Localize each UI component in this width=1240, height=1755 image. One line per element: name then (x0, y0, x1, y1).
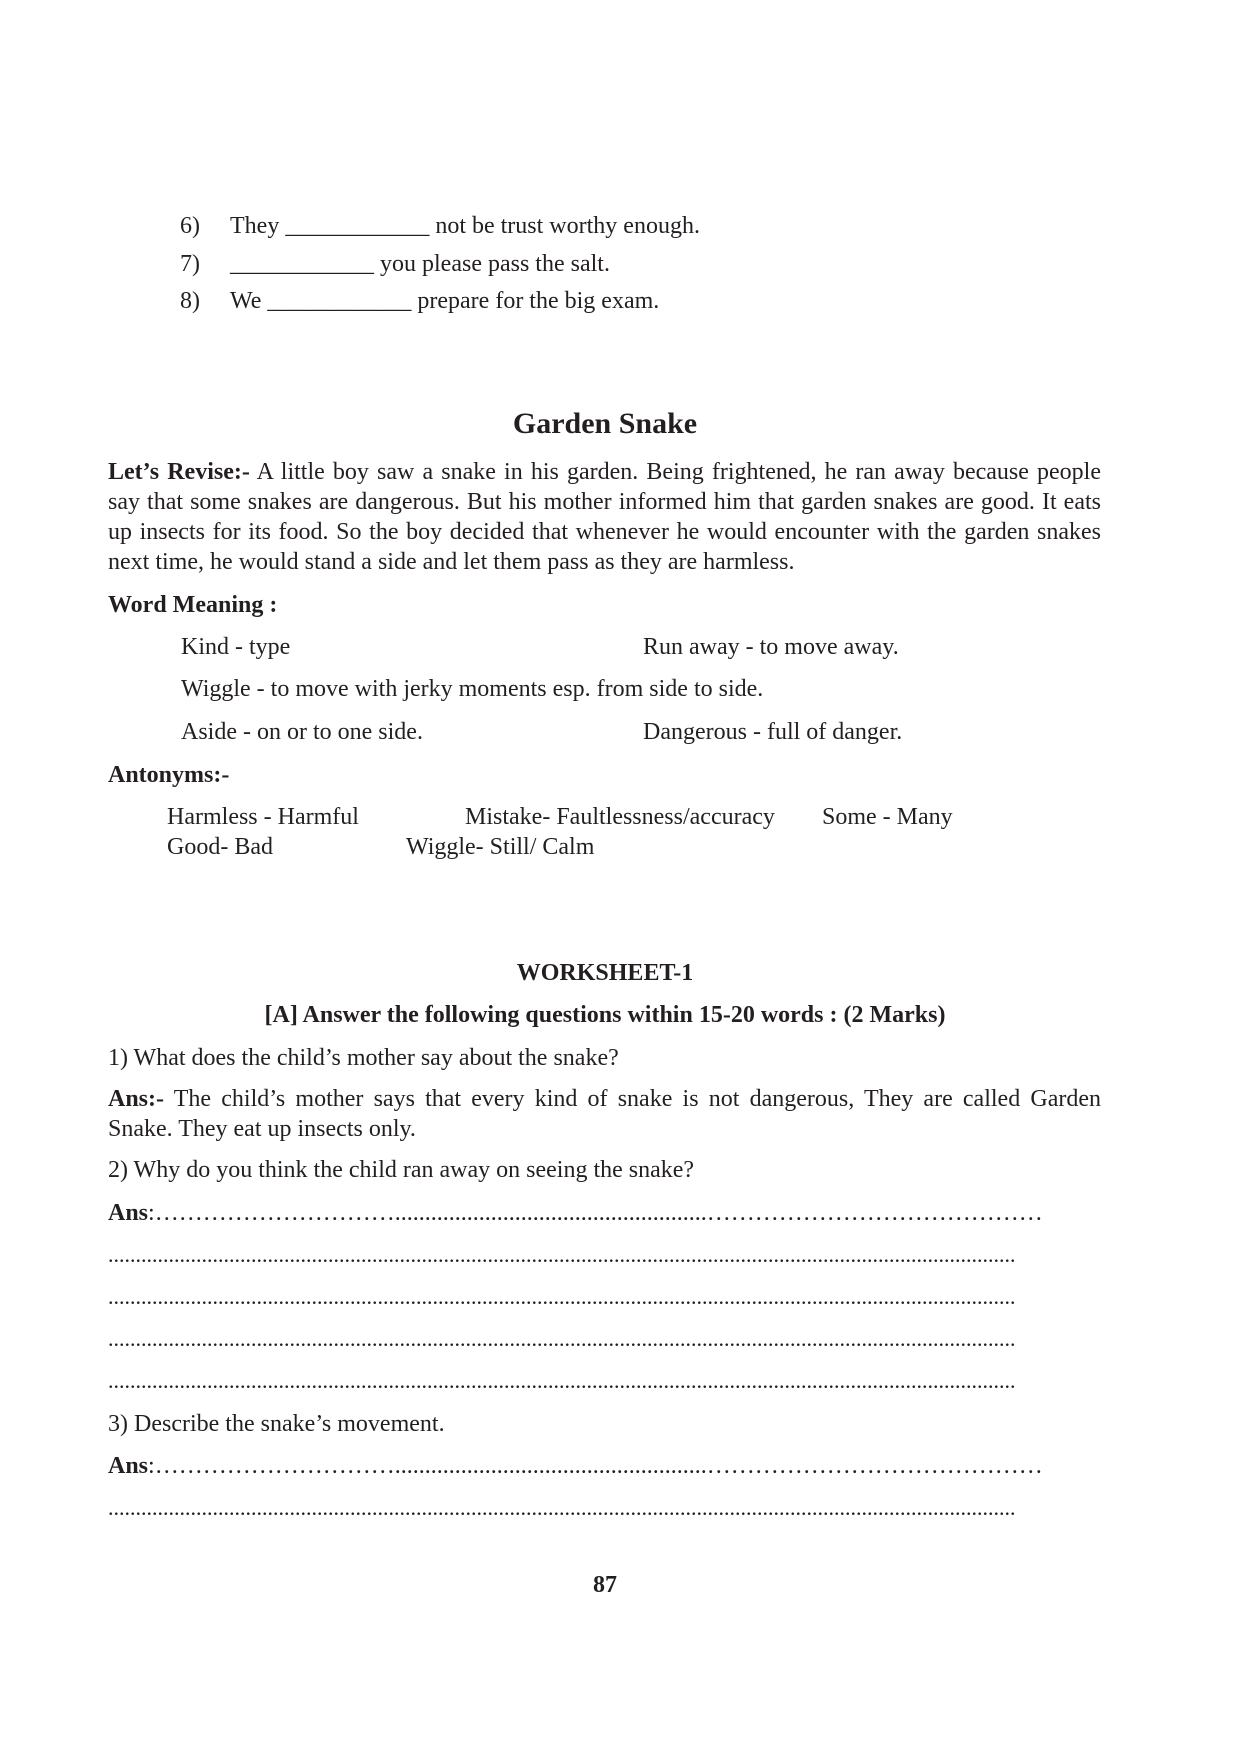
worksheet-instruction: [A] Answer the following questions within 15-20 words : (2 Marks) (264, 1002, 946, 1028)
question-1: 1) What does the child’s mother say about the snake? (108, 1045, 619, 1071)
word-meaning-run-away: Run away - to move away. (643, 634, 899, 660)
antonym-good: Good- Bad (167, 834, 273, 860)
revise-paragraph (108, 457, 1101, 577)
answer-dotted-line: ..................................................................................................................................................................... (108, 1368, 1016, 1393)
revise-text: A little boy saw a snake in his garden. Being frightened, he ran away because people say that some snakes are dangerous. But his mother informed him that garden snakes are good. It eats up insects for its food. So the boy decided that whenever he would encounter with the garden snakes next time, he would stand a side and let them pass as they are harmless. (108, 459, 1101, 575)
answer-dots: …………………………....................................................…………………………………… (154, 1453, 1043, 1479)
antonym-wiggle: Wiggle- Still/ Calm (406, 834, 595, 860)
word-meaning-kind: Kind - type (181, 634, 291, 660)
answer-dots: …………………………....................................................…………………………………… (154, 1200, 1043, 1226)
antonym-some: Some - Many (822, 804, 953, 830)
answer-1 (108, 1084, 1101, 1144)
answer-dotted-line: ..................................................................................................................................................................... (108, 1326, 1016, 1351)
antonyms-heading: Antonyms:- (108, 762, 230, 788)
word-meaning-dangerous: Dangerous - full of danger. (643, 719, 903, 745)
answer-label: Ans (108, 1200, 149, 1226)
antonym-harmless: Harmless - Harmful (167, 804, 359, 830)
answer-3-line: Ans:…………………………....................................................…………………………………… (108, 1453, 1043, 1479)
lesson-title: Garden Snake (512, 407, 698, 440)
word-meaning-wiggle: Wiggle - to move with jerky moments esp. from side to side. (181, 676, 764, 702)
item-number: 6) (180, 213, 200, 239)
antonym-mistake: Mistake- Faultlessness/accuracy (465, 804, 775, 830)
page-number: 87 (593, 1572, 617, 1598)
item-text: We ____________ prepare for the big exam. (230, 288, 660, 314)
answer-label: Ans (108, 1453, 149, 1479)
answer-1-text: The child’s mother says that every kind of snake is not dangerous, They are called Garden Snake. They eat up insects only. (108, 1086, 1101, 1142)
answer-dotted-line: ..................................................................................................................................................................... (108, 1284, 1016, 1309)
answer-dotted-line: ..................................................................................................................................................................... (108, 1495, 1016, 1520)
worksheet-title: WORKSHEET-1 (516, 960, 694, 986)
question-3: 3) Describe the snake’s movement. (108, 1411, 445, 1437)
question-2: 2) Why do you think the child ran away on seeing the snake? (108, 1157, 695, 1183)
answer-label: Ans:- (108, 1086, 165, 1112)
answer-2-line: Ans:…………………………....................................................…………………………………… (108, 1200, 1043, 1226)
answer-dotted-line: ..................................................................................................................................................................... (108, 1242, 1016, 1267)
item-number: 8) (180, 288, 200, 314)
revise-label: Let’s Revise:- (108, 459, 250, 485)
item-number: 7) (180, 251, 200, 277)
item-text: ____________ you please pass the salt. (230, 251, 610, 277)
word-meaning-heading: Word Meaning : (108, 592, 278, 618)
item-text: They ____________ not be trust worthy enough. (230, 213, 700, 239)
word-meaning-aside: Aside - on or to one side. (181, 719, 423, 745)
